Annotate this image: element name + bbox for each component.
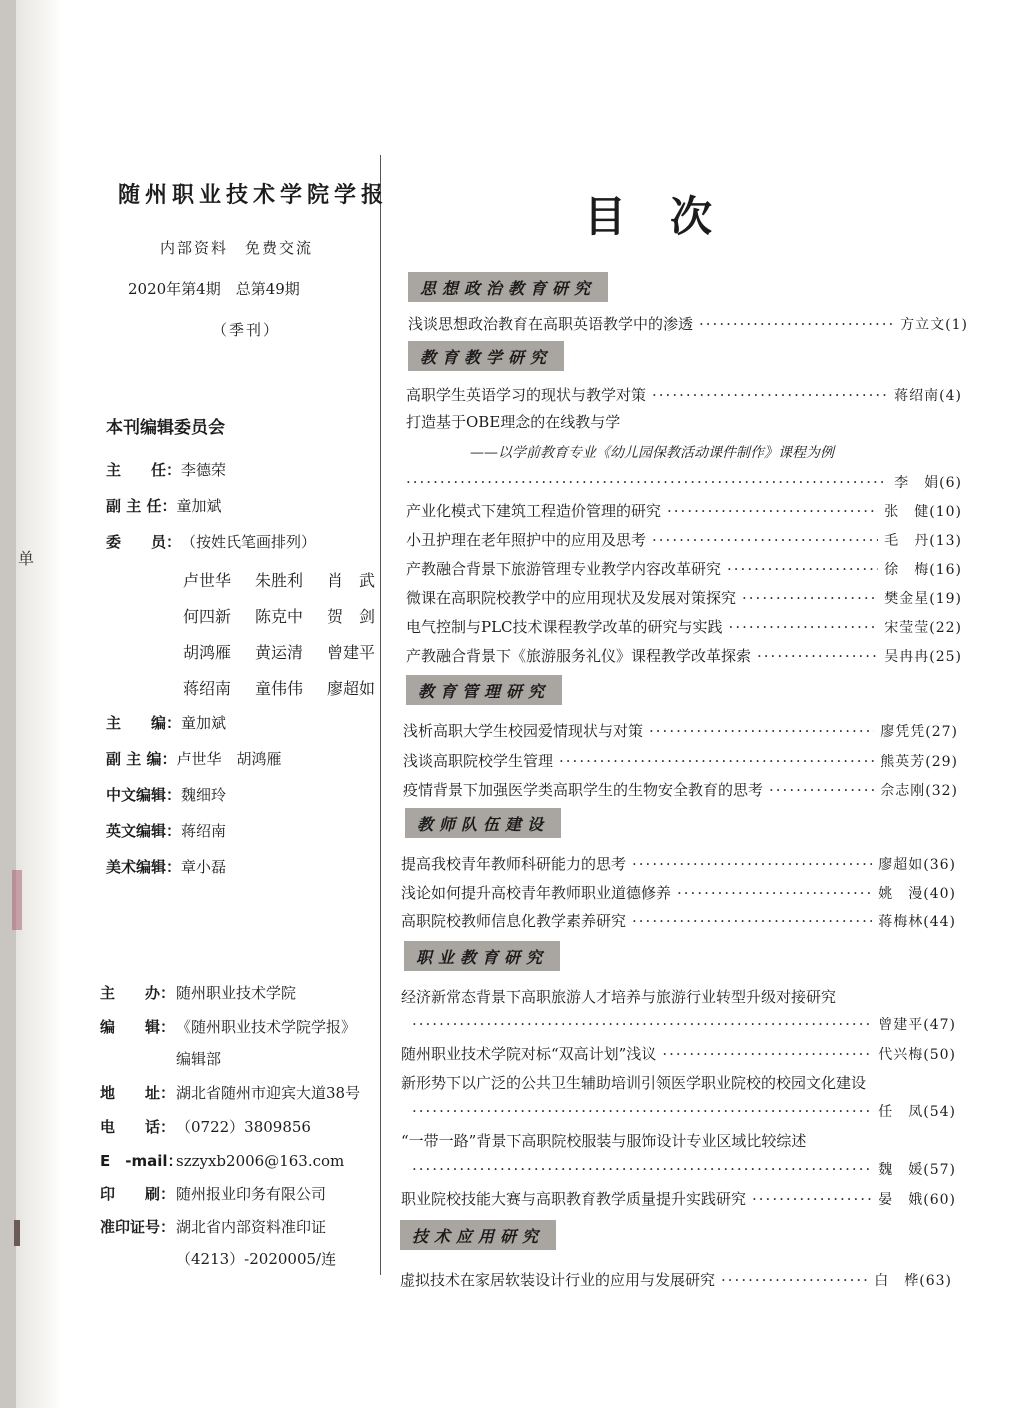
field-label: 美术编辑： <box>106 858 182 876</box>
article-author-page: 蒋梅林(44) <box>878 914 956 930</box>
leader-dots <box>652 386 888 404</box>
field-label: 副 主 任： <box>106 497 177 515</box>
art-editor <box>106 856 226 877</box>
field-value: 章小磊 <box>181 858 227 876</box>
leader-dots <box>721 1271 868 1289</box>
section-heading: 技术应用研究 <box>400 1220 556 1250</box>
member-name: 廖超如 <box>327 679 376 698</box>
field-value: 湖北省内部资料准印证 <box>176 1218 327 1236</box>
article-title: 产教融合背景下旅游管理专业教学内容改革研究 <box>406 560 722 578</box>
toc-entry-cont[interactable] <box>406 472 962 492</box>
page-gutter-shadow <box>0 0 62 1408</box>
article-title: 提高我校青年教师科研能力的思考 <box>401 855 627 873</box>
article-author-page: 方立文(1) <box>900 317 968 333</box>
article-title: 产业化模式下建筑工程造价管理的研究 <box>406 502 662 520</box>
article-title: 电气控制与PLC技术课程教学改革的研究与实践 <box>406 618 723 636</box>
article-title[interactable]: 新形势下以广泛的公共卫生辅助培训引领医学职业院校的校园文化建设 <box>401 1074 867 1092</box>
leader-dots <box>662 1045 872 1063</box>
leader-dots <box>752 1190 872 1208</box>
field-value: 蒋绍南 <box>181 822 227 840</box>
field-value: 《随州职业技术学院学报》 <box>176 1018 357 1036</box>
toc-entry[interactable] <box>401 1188 956 1209</box>
article-author-page: 白 桦(63) <box>874 1273 952 1289</box>
print-permit-cont: （4213）-2020005/连 <box>176 1250 337 1268</box>
toc-entry[interactable] <box>406 500 962 521</box>
article-title: 浅谈思想政治教育在高职英语教学中的渗透 <box>408 315 694 333</box>
article-author-page: 廖超如(36) <box>878 857 956 873</box>
field-label: 编 辑： <box>100 1018 176 1036</box>
field-label: 准印证号： <box>100 1218 176 1236</box>
member-name: 曾建平 <box>327 643 376 662</box>
article-title: 职业院校技能大赛与高职教育教学质量提升实践研究 <box>401 1190 747 1208</box>
article-title: 疫情背景下加强医学类高职学生的生物安全教育的思考 <box>403 781 764 799</box>
field-label: 印 刷： <box>100 1185 176 1203</box>
board-director <box>106 459 226 480</box>
board-members <box>106 531 316 552</box>
binding-edge <box>0 0 16 1408</box>
address <box>100 1082 360 1103</box>
printing <box>100 1183 326 1204</box>
article-title: 微课在高职院校教学中的应用现状及发展对策探究 <box>406 589 737 607</box>
leader-dots <box>742 589 878 607</box>
toc-entry[interactable] <box>408 313 968 334</box>
distribution-note: 内部资料 免费交流 <box>160 239 314 257</box>
field-label: 英文编辑： <box>106 822 182 840</box>
article-author-page: 吴冉冉(25) <box>884 649 962 665</box>
article-title: 小丑护理在老年照护中的应用及思考 <box>406 531 647 549</box>
toc-entry-cont[interactable] <box>412 1101 956 1121</box>
section-heading: 教育教学研究 <box>408 341 564 371</box>
toc-entry[interactable] <box>401 882 956 903</box>
chief-editor <box>106 712 226 733</box>
member-name: 蒋绍南 <box>183 679 232 698</box>
member-row <box>183 640 399 663</box>
article-subtitle: ——以学前教育专业《幼儿园保教活动课件制作》课程为例 <box>470 445 834 461</box>
leader-dots <box>412 1102 872 1120</box>
article-author-page: 代兴梅(50) <box>878 1047 956 1063</box>
toc-entry[interactable] <box>403 720 958 741</box>
toc-entry[interactable] <box>401 1043 956 1064</box>
article-author-page: 徐 梅(16) <box>884 562 962 578</box>
chinese-editor <box>106 784 226 805</box>
field-label: E -mail： <box>100 1152 183 1170</box>
email <box>100 1150 344 1171</box>
journal-title: 随州职业技术学院学报 <box>118 182 389 208</box>
article-author-page: 晏 娥(60) <box>878 1192 956 1208</box>
article-title[interactable]: 打造基于OBE理念的在线教与学 <box>406 413 621 431</box>
article-author-page: 姚 漫(40) <box>878 886 956 902</box>
member-name: 卢世华 <box>183 571 232 590</box>
member-name: 黄运清 <box>255 643 304 662</box>
article-title[interactable]: “一带一路”背景下高职院校服装与服饰设计专业区域比较综述 <box>401 1132 807 1150</box>
leader-dots <box>412 1160 872 1178</box>
toc-title: 目次 <box>584 192 757 241</box>
leader-dots <box>667 502 878 520</box>
article-title: 随州职业技术学院对标“双高计划”浅议 <box>401 1045 657 1063</box>
issue-number: 2020年第4期 总第49期 <box>128 280 300 298</box>
field-value: 李德荣 <box>181 461 227 479</box>
article-title: 浅谈高职院校学生管理 <box>403 752 554 770</box>
section-heading: 思想政治教育研究 <box>408 272 608 302</box>
toc-entry[interactable] <box>406 558 962 579</box>
field-label: 主 任： <box>106 461 182 479</box>
article-title: 高职学生英语学习的现状与教学对策 <box>406 386 647 404</box>
article-title: 高职院校教师信息化教学素养研究 <box>401 912 627 930</box>
article-title: 浅论如何提升高校青年教师职业道德修养 <box>401 884 672 902</box>
leader-dots <box>406 473 888 491</box>
article-author-page: 李 娟(6) <box>894 475 962 491</box>
sponsor <box>100 982 296 1003</box>
member-row <box>183 676 399 699</box>
phone <box>100 1116 311 1137</box>
column-divider <box>380 155 381 1275</box>
section-heading: 职业教育研究 <box>404 941 560 971</box>
toc-entry[interactable] <box>400 1269 952 1290</box>
field-value: 湖北省随州市迎宾大道38号 <box>176 1084 361 1102</box>
field-label: 主 编： <box>106 714 182 732</box>
leader-dots <box>559 752 874 770</box>
member-row <box>183 604 399 627</box>
member-row <box>183 568 399 591</box>
member-name: 肖 武 <box>327 571 376 590</box>
toc-entry[interactable] <box>401 853 956 874</box>
leader-dots <box>412 1015 872 1033</box>
field-label: 地 址： <box>100 1084 176 1102</box>
leader-dots <box>632 912 872 930</box>
field-value: 卢世华 胡鸿雁 <box>176 750 282 768</box>
toc-entry[interactable] <box>403 750 958 771</box>
field-value: （0722）3809856 <box>176 1118 311 1136</box>
facing-page-mark <box>14 1220 20 1246</box>
editing-office-cont: 编辑部 <box>176 1050 222 1068</box>
leader-dots <box>727 560 878 578</box>
article-author-page: 任 凤(54) <box>878 1104 956 1120</box>
article-author-page: 张 健(10) <box>884 504 962 520</box>
article-author-page: 熊英芳(29) <box>880 754 958 770</box>
toc-entry[interactable] <box>406 616 962 637</box>
article-author-page: 毛 丹(13) <box>884 533 962 549</box>
toc-entry[interactable] <box>406 587 962 608</box>
toc-entry[interactable] <box>406 384 962 405</box>
member-name: 朱胜利 <box>255 571 304 590</box>
facing-page-bleed <box>12 870 22 930</box>
toc-entry-cont[interactable] <box>412 1014 956 1034</box>
section-heading: 教育管理研究 <box>406 675 562 705</box>
field-value: 童加斌 <box>176 497 222 515</box>
toc-entry[interactable] <box>401 910 956 931</box>
article-author-page: 宋莹莹(22) <box>884 620 962 636</box>
field-value: 随州职业技术学院 <box>176 984 297 1002</box>
leader-dots <box>757 647 878 665</box>
leader-dots <box>699 315 894 333</box>
frequency: （季刊） <box>212 321 281 339</box>
facing-page-char: 单 <box>18 549 35 568</box>
article-title[interactable]: 经济新常态背景下高职旅游人才培养与旅游行业转型升级对接研究 <box>401 988 837 1006</box>
article-title: 虚拟技术在家居软装设计行业的应用与发展研究 <box>400 1271 716 1289</box>
board-vice-director <box>106 495 221 516</box>
leader-dots <box>652 531 878 549</box>
article-author-page: 樊金星(19) <box>884 591 962 607</box>
member-name: 童伟伟 <box>255 679 304 698</box>
leader-dots <box>769 781 874 799</box>
field-label: 中文编辑： <box>106 786 182 804</box>
field-label: 委 员： <box>106 533 182 551</box>
editorial-board-heading: 本刊编辑委员会 <box>106 418 225 438</box>
article-author-page: 佘志刚(32) <box>880 783 958 799</box>
article-author-page: 蒋绍南(4) <box>894 388 962 404</box>
english-editor <box>106 820 226 841</box>
leader-dots <box>632 855 872 873</box>
field-label: 副 主 编： <box>106 750 177 768</box>
field-label: 电 话： <box>100 1118 176 1136</box>
article-title: 产教融合背景下《旅游服务礼仪》课程教学改革探索 <box>406 647 752 665</box>
field-value: 随州报业印务有限公司 <box>176 1185 327 1203</box>
leader-dots <box>729 618 879 636</box>
print-permit <box>100 1216 326 1237</box>
article-author-page: 廖凭凭(27) <box>880 724 958 740</box>
field-label: 主 办： <box>100 984 176 1002</box>
toc-entry-cont[interactable] <box>412 1159 956 1179</box>
field-value: （按姓氏笔画排列） <box>181 533 317 551</box>
article-author-page: 魏 媛(57) <box>878 1162 956 1178</box>
article-title: 浅析高职大学生校园爱情现状与对策 <box>403 722 644 740</box>
toc-entry[interactable] <box>403 779 958 800</box>
field-value: 魏细玲 <box>181 786 227 804</box>
leader-dots <box>677 884 872 902</box>
member-name: 胡鸿雁 <box>183 643 232 662</box>
leader-dots <box>649 722 874 740</box>
member-name: 陈克中 <box>255 607 304 626</box>
section-heading: 教师队伍建设 <box>405 808 561 838</box>
toc-entry[interactable] <box>406 529 962 550</box>
member-name: 贺 剑 <box>327 607 376 626</box>
article-author-page: 曾建平(47) <box>878 1017 956 1033</box>
deputy-editor <box>106 748 281 769</box>
toc-entry[interactable] <box>406 645 962 666</box>
member-name: 何四新 <box>183 607 232 626</box>
field-value: 童加斌 <box>181 714 227 732</box>
field-value: szzyxb2006@163.com <box>176 1152 345 1170</box>
editing-office <box>100 1016 356 1037</box>
